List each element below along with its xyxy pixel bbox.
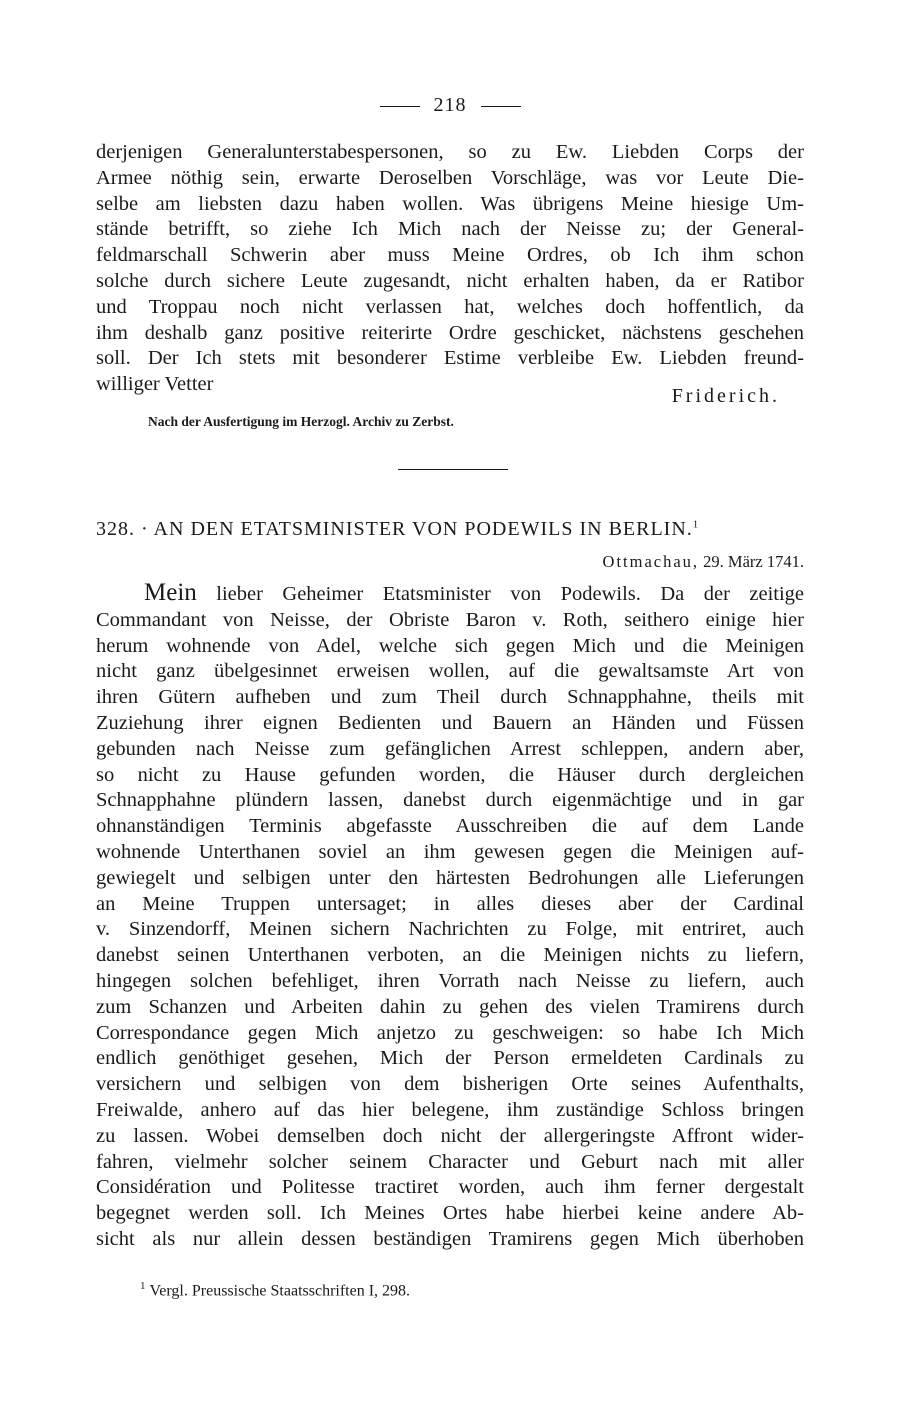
page-number — [0, 94, 900, 117]
letter-2-line: wohnende Unterthanen soviel an ihm gewesen gegen die Meinigen auf- — [96, 840, 804, 863]
letter-2-line: zu lassen. Wobei demselben doch nicht der allergeringste Affront wider- — [96, 1124, 804, 1147]
letter-1-line: williger Vetter — [96, 373, 214, 396]
letter-1-line: und Troppau noch nicht verlassen hat, welches doch hoffentlich, da — [96, 295, 804, 318]
letter-1-line: solche durch sichere Leute zugesandt, nicht erhalten haben, da er Ratibor — [96, 269, 804, 292]
letter-2-line: lieber Geheimer Etatsminister von Podewils. Da der zeitige — [196, 583, 804, 605]
letter-1-line: ihm deshalb ganz positive reiterirte Ordre geschicket, nächstens geschehen — [96, 321, 804, 344]
letter-2-line: danebst seinen Unterthanen verboten, an die Meinigen nichts zu liefern, — [96, 944, 804, 967]
letter-2-line: versichern und selbigen von dem bisherigen Orte seines Aufenthalts, — [96, 1073, 804, 1096]
letter-1-line: derjenigen Generalunterstabespersonen, so zu Ew. Liebden Corps der — [96, 141, 804, 163]
letter-2-line: Commandant von Neisse, der Obriste Baron v. Roth, seithero einige hier — [96, 608, 804, 631]
footnote-mark: 1 — [140, 1280, 146, 1292]
letter-2-line: sicht als nur allein dessen beständigen Tramirens gegen Mich überhoben — [96, 1227, 804, 1250]
letter-2-line: ihren Gütern aufheben und zum Theil durch Schnapphahne, theils mit — [96, 686, 804, 709]
dateline — [603, 552, 804, 572]
letter-1-line: feldmarschall Schwerin aber muss Meine Ordres, ob Ich ihm schon — [96, 244, 804, 267]
page-number-text: 218 — [433, 94, 467, 116]
letter-1-line: selbe am liebsten dazu haben wollen. Was übrigens Meine hiesige Um- — [96, 192, 804, 215]
letter-2-first-line — [96, 580, 804, 608]
letter-2-line: herum wohnende von Adel, welche sich gegen Mich und die Meinigen — [96, 634, 804, 657]
source-note: Nach der Ausfertigung im Herzogl. Archiv zu Zerbst. — [148, 414, 454, 429]
letter-2-line: zum Schanzen und Arbeiten dahin zu gehen des vielen Tramirens durch — [96, 995, 804, 1018]
page-number-dash-left — [380, 106, 420, 107]
page-number-dash-right — [481, 106, 521, 107]
letter-2-line: Zuziehung ihrer eignen Bedienten und Bauern an Händen und Füssen — [96, 711, 804, 734]
letter-2-line: Considération und Politesse tractiret worden, auch ihm ferner dergestalt — [96, 1176, 804, 1199]
heading-footnote-mark: 1 — [692, 518, 700, 531]
section-divider — [398, 469, 508, 470]
letter-2-heading — [96, 518, 816, 541]
letter-2-line: endlich genöthiget gesehen, Mich der Person ermeldeten Cardinals zu — [96, 1047, 804, 1070]
letter-1-line: stände betrifft, so ziehe Ich Mich nach der Neisse zu; der General- — [96, 218, 804, 241]
letter-1-body — [96, 140, 804, 398]
footnote-text: Vergl. Preussische Staatsschriften I, 298. — [149, 1282, 411, 1300]
dateline-date: 29. März 1741. — [703, 552, 804, 571]
letter-2-line: v. Sinzendorff, Meinen sichern Nachrichten zu Folge, mit entriret, auch — [96, 918, 804, 941]
letter-2-line: gebunden nach Neisse zum gefänglichen Arrest schleppen, andern aber, — [96, 737, 804, 760]
letter-2-line: Schnapphahne plündern lassen, danebst durch eigenmächtige und in gar — [96, 789, 804, 812]
letter-2-line: nicht ganz übelgesinnet erweisen wollen, auf die gewaltsamste Art von — [96, 660, 804, 683]
letter-2-line: Freiwalde, anhero auf das hier belegene, ihm zuständige Schloss bringen — [96, 1098, 804, 1121]
letter-2-line: hingegen solchen befehliget, ihren Vorrath nach Neisse zu liefern, auch — [96, 969, 804, 992]
letter-1-line: Armee nöthig sein, erwarte Deroselben Vorschläge, was vor Leute Die- — [96, 166, 804, 189]
letter-2-line: so nicht zu Hause gefunden worden, die Häuser durch dergleichen — [96, 763, 804, 786]
letter-2-body — [96, 580, 804, 1253]
letter-2-line: an Meine Truppen untersaget; in alles dieses aber der Cardinal — [96, 892, 804, 915]
letter-2-line: fahren, vielmehr solcher seinem Character und Geburt nach mit aller — [96, 1150, 804, 1173]
letter-2-line: gewiegelt und selbigen unter den härtesten Bedrohungen alle Lieferungen — [96, 866, 804, 889]
letter-2-line: ohnanständigen Terminis abgefasste Ausschreiben die auf dem Lande — [96, 815, 804, 838]
letter-2-line: Correspondance gegen Mich anjetzo zu geschweigen: so habe Ich Mich — [96, 1021, 804, 1044]
first-word: Mein — [144, 579, 197, 606]
letter-2-heading-text: 328. · AN DEN ETATSMINISTER VON PODEWILS IN BERLIN. — [96, 518, 693, 540]
signature: Friderich. — [671, 385, 780, 407]
dateline-place: Ottmachau, — [602, 552, 700, 571]
footnote — [140, 1280, 410, 1300]
letter-2-line: begegnet werden soll. Ich Meines Ortes habe hierbei keine andere Ab- — [96, 1202, 804, 1225]
letter-1-line: soll. Der Ich stets mit besonderer Estime verbleibe Ew. Liebden freund- — [96, 347, 804, 370]
